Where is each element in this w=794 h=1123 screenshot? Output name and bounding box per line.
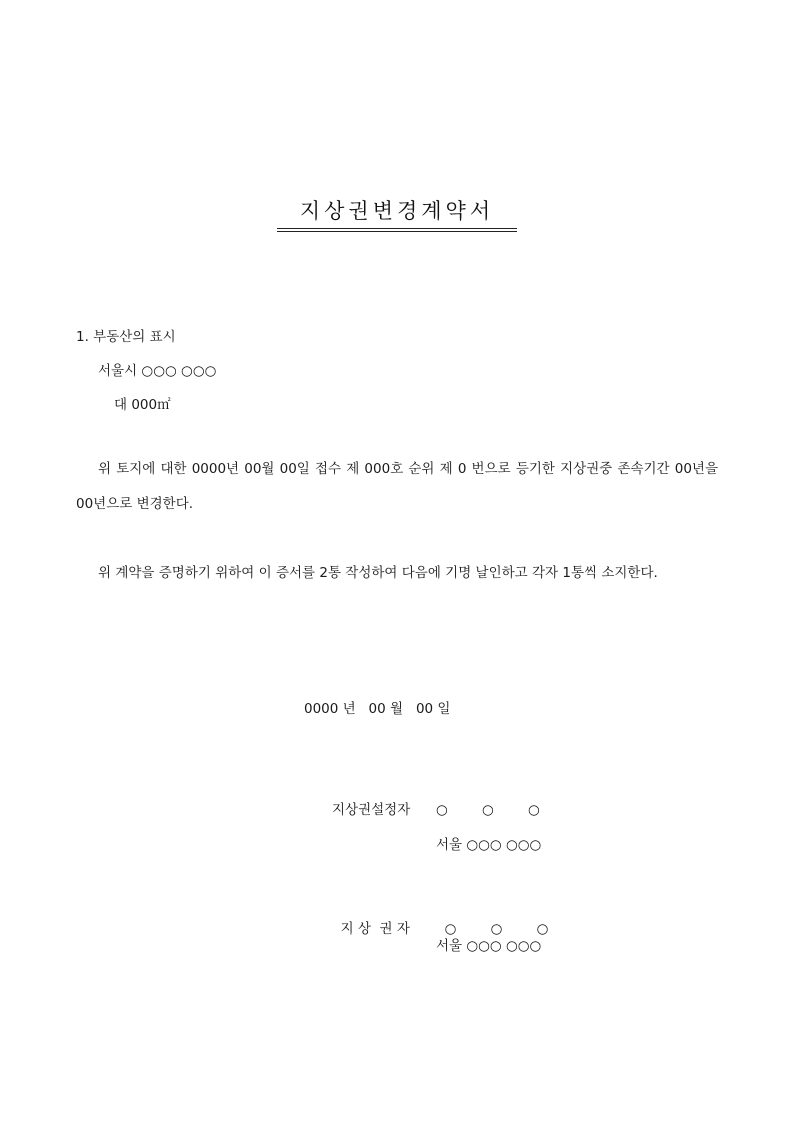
- party-row-holder: [332, 902, 583, 938]
- party-address-holder: 서울 ○○○ ○○○: [436, 938, 542, 954]
- name-seal-mark: ○: [490, 921, 503, 937]
- contract-date: 0000 년 00 월 00 일: [304, 701, 451, 717]
- property-land-area: 대 000㎡: [114, 397, 171, 413]
- party-label: 지상권설정자: [332, 802, 411, 818]
- party-address-grantor: 서울 ○○○ ○○○: [436, 837, 542, 853]
- party-label: 지 상 권 자: [340, 921, 410, 937]
- contract-paragraph-change-term: 위 토지에 대한 0000년 00월 00일 접수 제 000호 순위 제 0 번으로 등기한 지상권중 존속기간 00년을 00년으로 변경한다.: [76, 461, 718, 512]
- property-address: 서울시 ○○○ ○○○: [98, 363, 217, 379]
- name-seal-mark: ○: [536, 921, 549, 937]
- contract-paragraph-certification: 위 계약을 증명하기 위하여 이 증서를 2통 작성하여 다음에 기명 날인하고 각자 1통씩 소지한다.: [98, 565, 658, 581]
- document-title: 지상권변경계약서: [299, 199, 495, 223]
- property-section-heading: 1. 부동산의 표시: [76, 329, 176, 345]
- name-seal-mark: ○: [528, 802, 540, 818]
- document-title-block: [277, 197, 517, 232]
- party-row-grantor: [332, 801, 574, 819]
- title-double-underline: [277, 228, 517, 232]
- name-seal-mark: ○: [482, 802, 494, 818]
- name-seal-mark: ○: [444, 921, 457, 937]
- name-seal-mark: ○: [436, 802, 448, 818]
